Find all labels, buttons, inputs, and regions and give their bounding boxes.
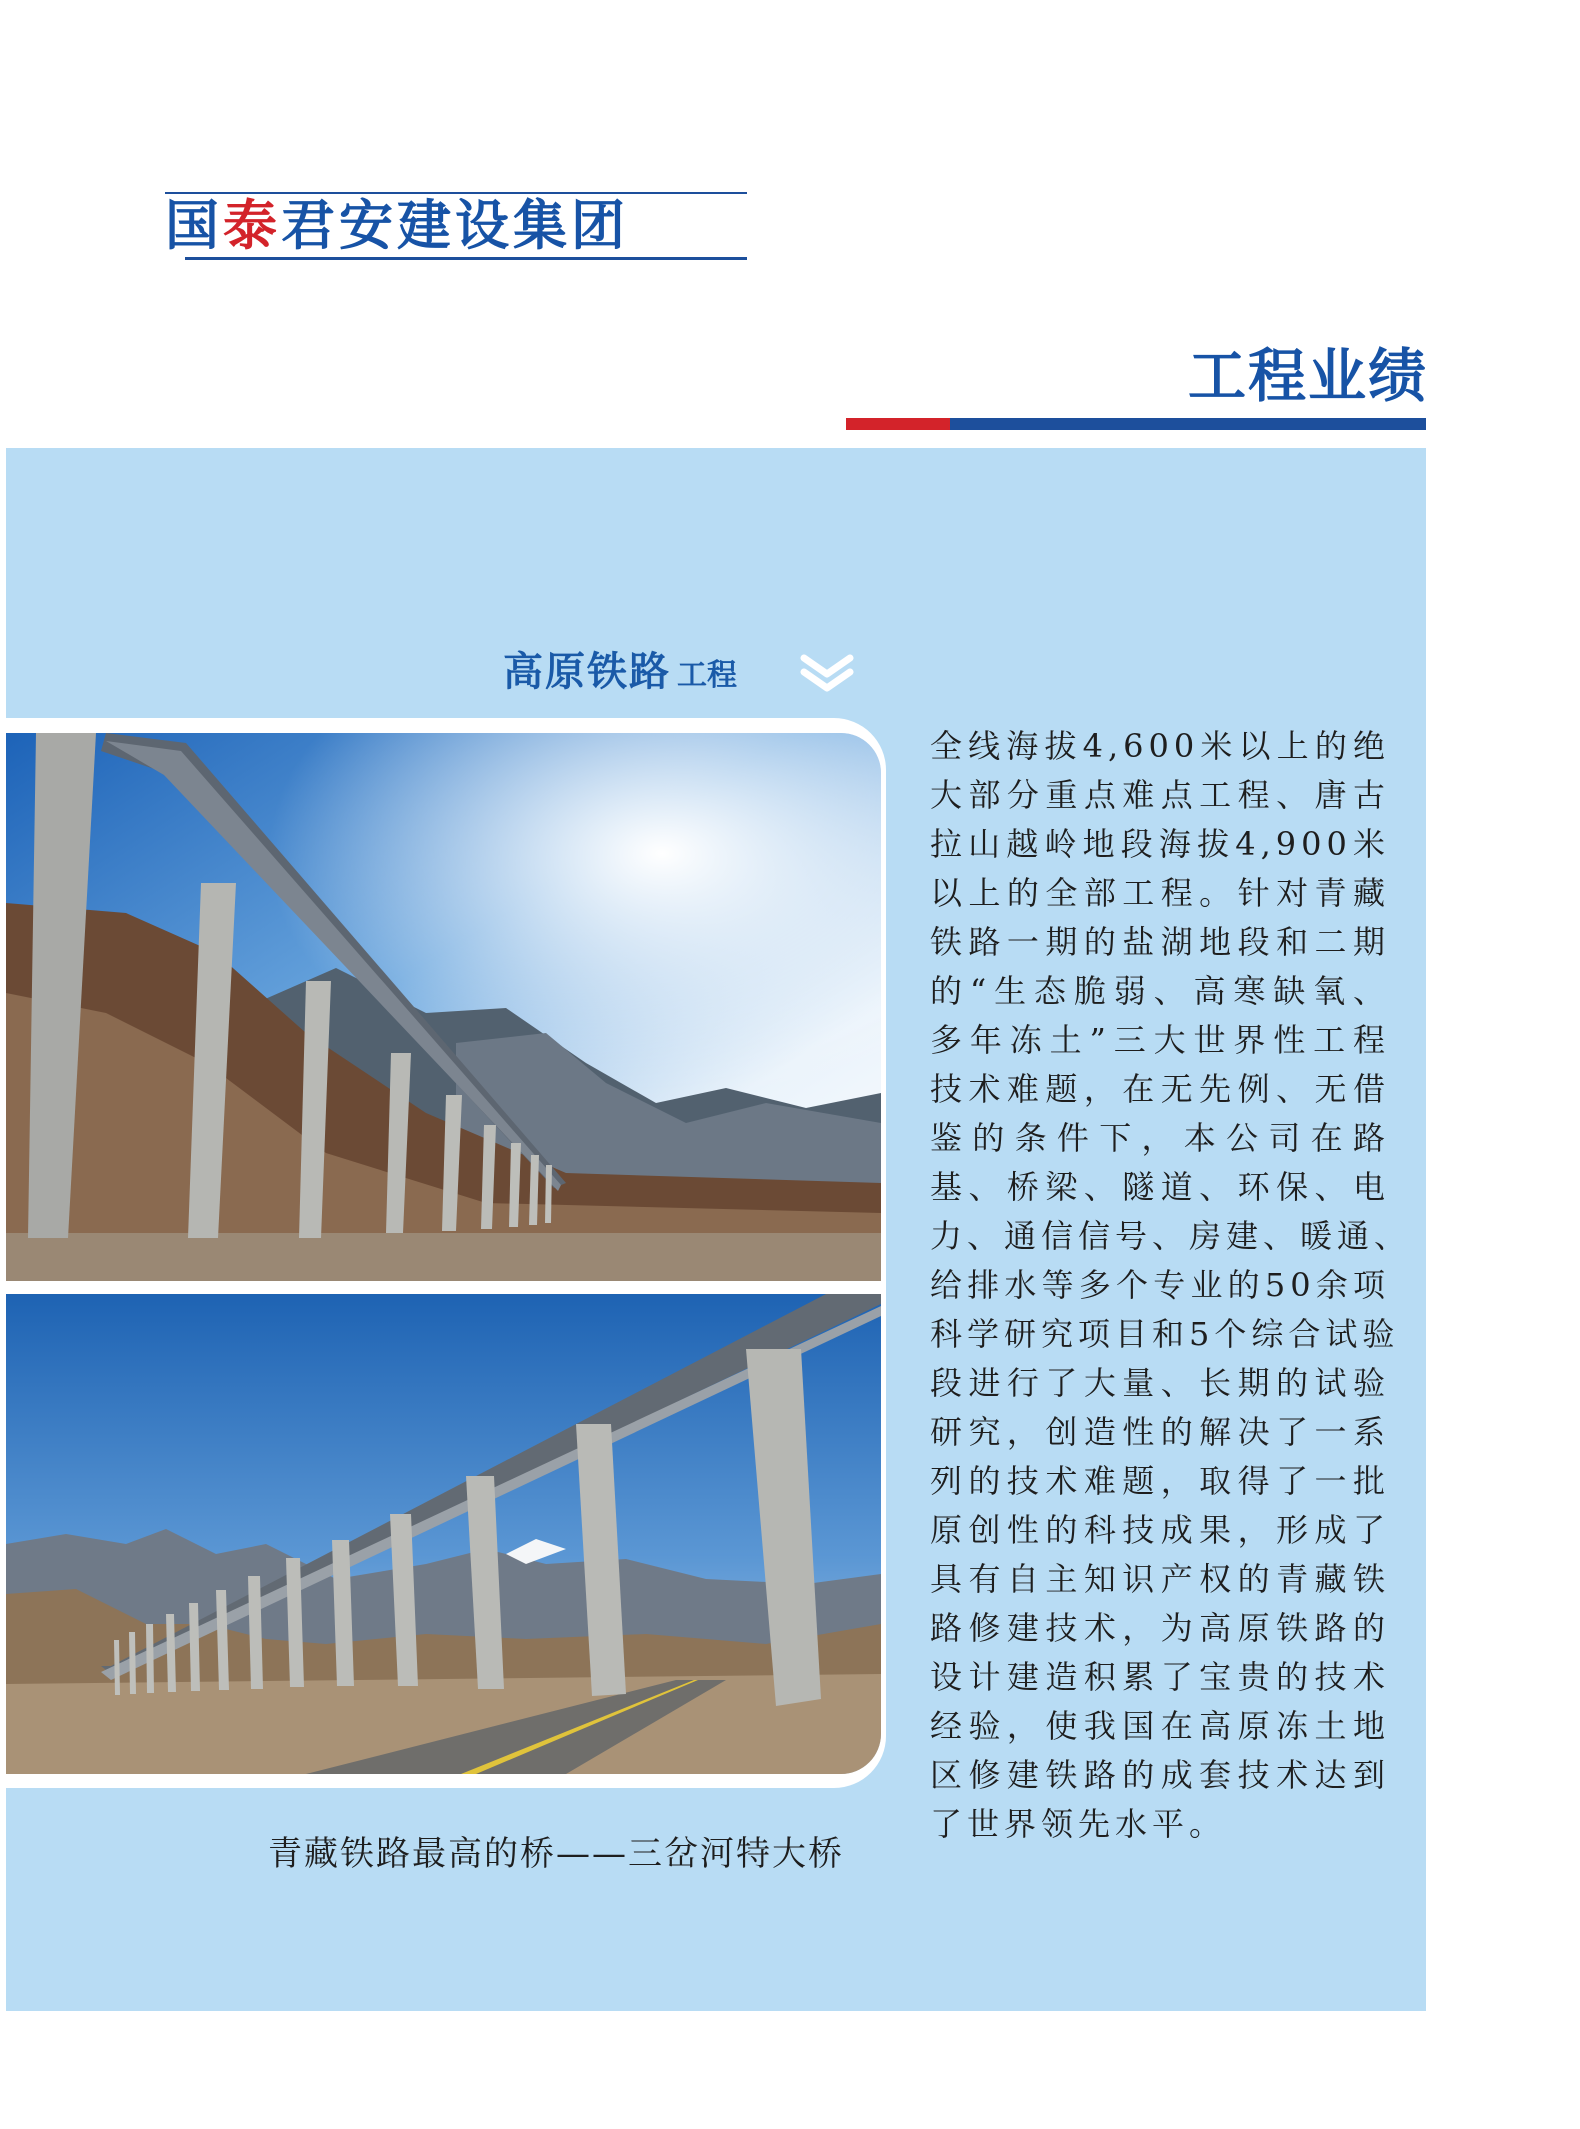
logo-chars-rest: 君安建设集团 bbox=[281, 194, 629, 257]
description-line: 区修建铁路的成套技术达到 bbox=[930, 1756, 1390, 1794]
photo-caption: 青藏铁路最高的桥——三岔河特大桥 bbox=[268, 1834, 844, 1874]
description-line: 技术难题，在无先例、无借 bbox=[930, 1070, 1390, 1108]
description-line: 以上的全部工程。针对青藏 bbox=[930, 874, 1390, 912]
title-bar-blue bbox=[950, 418, 1426, 430]
chevron-down-icon bbox=[800, 652, 854, 692]
description-line: 的“生态脆弱、高寒缺氧、 bbox=[930, 972, 1390, 1010]
description-line: 多年冻土”三大世界性工程 bbox=[930, 1021, 1390, 1059]
description-line: 鉴的条件下，本公司在路 bbox=[930, 1119, 1390, 1157]
project-description bbox=[930, 722, 1412, 1849]
description-line: 具有自主知识产权的青藏铁 bbox=[930, 1560, 1390, 1598]
project-title-main: 高原铁路 bbox=[503, 649, 671, 695]
description-line: 列的技术难题，取得了一批 bbox=[930, 1462, 1390, 1500]
description-line: 经验，使我国在高原冻土地 bbox=[930, 1707, 1390, 1745]
description-line: 段进行了大量、长期的试验 bbox=[930, 1364, 1390, 1402]
logo-char-2: 泰 bbox=[223, 194, 281, 257]
title-bar-red bbox=[846, 418, 950, 430]
description-line: 全线海拔4,600米以上的绝 bbox=[930, 727, 1390, 765]
description-line: 设计建造积累了宝贵的技术 bbox=[930, 1658, 1390, 1696]
description-line: 科学研究项目和5个综合试验 bbox=[930, 1315, 1400, 1353]
logo-rule-bottom bbox=[185, 257, 747, 260]
bridge-photo-bottom bbox=[6, 1294, 881, 1774]
description-line: 拉山越岭地段海拔4,900米 bbox=[930, 825, 1390, 863]
description-line: 了世界领先水平。 bbox=[930, 1805, 1227, 1843]
description-line: 研究，创造性的解决了一系 bbox=[930, 1413, 1390, 1451]
description-line: 铁路一期的盐湖地段和二期 bbox=[930, 923, 1390, 961]
description-line: 力、通信信号、房建、暖通、 bbox=[930, 1217, 1412, 1255]
bridge-photo-top bbox=[6, 733, 881, 1281]
section-title: 工程业绩 bbox=[1187, 342, 1428, 410]
description-line: 大部分重点难点工程、唐古 bbox=[930, 776, 1390, 814]
project-title bbox=[503, 640, 737, 700]
project-title-suffix: 工程 bbox=[677, 658, 737, 693]
description-line: 路修建技术，为高原铁路的 bbox=[930, 1609, 1390, 1647]
description-line: 基、桥梁、隧道、环保、电 bbox=[930, 1168, 1390, 1206]
logo-char-1: 国 bbox=[165, 194, 223, 257]
company-logo bbox=[165, 192, 747, 260]
logo-text bbox=[165, 196, 629, 256]
description-line: 给排水等多个专业的50余项 bbox=[930, 1266, 1390, 1304]
description-line: 原创性的科技成果，形成了 bbox=[930, 1511, 1390, 1549]
